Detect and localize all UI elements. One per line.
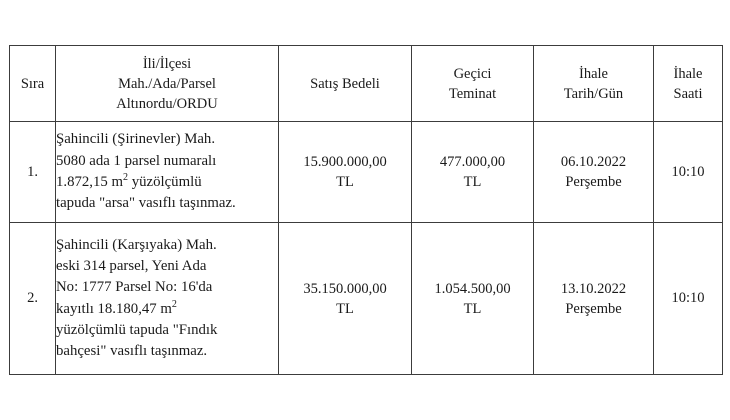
gecici-teminat-currency: TL	[463, 300, 482, 317]
cell-property-description	[56, 223, 279, 375]
column-header-konum	[56, 46, 279, 122]
column-header-sira-line-1: Sıra	[20, 75, 45, 92]
cell-property-description	[56, 122, 279, 223]
cell-satis-bedeli	[279, 223, 412, 375]
description-line: tapuda "arsa" vasıflı taşınmaz.	[56, 195, 236, 212]
column-header-ihale-tarih	[534, 46, 654, 122]
column-header-gecici-teminat-line-2: Teminat	[448, 85, 497, 102]
ihale-tarih-day: Perşembe	[565, 174, 622, 190]
column-header-ihale-saati-line-1: İhale	[673, 65, 703, 82]
satis-bedeli-currency: TL	[336, 174, 354, 190]
cell-sira: 1.	[10, 122, 56, 223]
column-header-satis-bedeli	[279, 46, 412, 122]
tender-table-container	[9, 45, 722, 375]
square-meter-superscript: 2	[123, 172, 129, 184]
gecici-teminat-amount: 1.054.500,00	[434, 280, 511, 297]
gecici-teminat-currency: TL	[463, 174, 482, 190]
cell-ihale-saati: 10:10	[654, 122, 723, 223]
description-line: bahçesi" vasıflı taşınmaz.	[56, 343, 208, 360]
column-header-ihale-saati	[654, 46, 723, 122]
description-line: 1.872,15 $m^2$ yüzölçümlü	[56, 172, 202, 190]
column-header-ihale-saati-line-2: Saati	[673, 85, 703, 102]
column-header-gecici-teminat	[412, 46, 534, 122]
ihale-tarih-day: Perşembe	[565, 300, 622, 317]
column-header-gecici-teminat-line-1: Geçici	[453, 65, 492, 82]
cell-ihale-tarih	[534, 122, 654, 223]
column-header-konum-line-3: Altınordu/ORDU	[116, 95, 218, 112]
table-header	[10, 46, 723, 122]
column-header-ihale-tarih-line-2: Tarih/Gün	[563, 85, 624, 102]
cell-sira: 2.	[10, 223, 56, 375]
column-header-ihale-tarih-line-1: İhale	[579, 65, 608, 82]
description-line: 5080 ada 1 parsel numaralı	[56, 152, 217, 169]
column-header-konum-line-2: Mah./Ada/Parsel	[118, 75, 216, 92]
description-line: No: 1777 Parsel No: 16'da	[56, 279, 213, 296]
description-line: yüzölçümlü tapuda "Fındık	[56, 321, 218, 338]
ihale-tarih-date: 13.10.2022	[560, 280, 627, 297]
satis-bedeli-currency: TL	[336, 300, 354, 317]
cell-satis-bedeli	[279, 122, 412, 223]
table-row	[10, 122, 723, 223]
column-header-sira	[10, 46, 56, 122]
tender-listing-table	[9, 45, 723, 375]
table-body	[10, 122, 723, 375]
cell-gecici-teminat	[412, 122, 534, 223]
gecici-teminat-amount: 477.000,00	[439, 154, 506, 170]
table-header-row	[10, 46, 723, 122]
description-line: eski 314 parsel, Yeni Ada	[56, 257, 207, 274]
column-header-konum-line-1: İli/İlçesi	[142, 55, 192, 72]
description-line: kayıtlı 18.180,47 $m^2$	[56, 298, 177, 317]
description-line: Şahincili (Karşıyaka) Mah.	[56, 236, 217, 253]
cell-gecici-teminat	[412, 223, 534, 375]
column-header-satis-bedeli-line-1: Satış Bedeli	[310, 75, 380, 92]
ihale-tarih-date: 06.10.2022	[560, 154, 627, 170]
table-row	[10, 223, 723, 375]
cell-ihale-saati: 10:10	[654, 223, 723, 375]
satis-bedeli-amount: 35.150.000,00	[303, 280, 387, 297]
description-line: Şahincili (Şirinevler) Mah.	[56, 131, 216, 148]
square-meter-superscript: 2	[171, 298, 177, 310]
cell-ihale-tarih	[534, 223, 654, 375]
satis-bedeli-amount: 15.900.000,00	[303, 154, 387, 170]
